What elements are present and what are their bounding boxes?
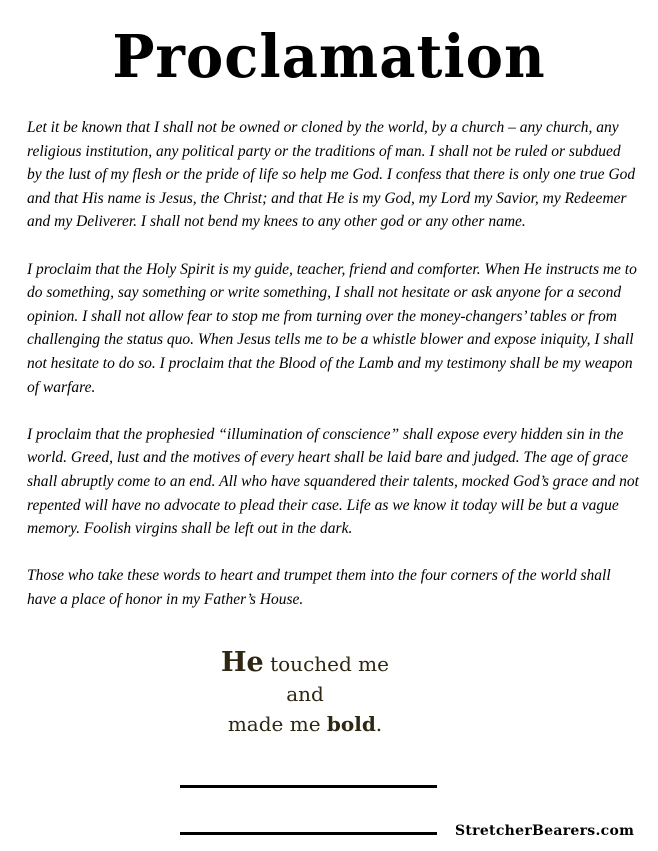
date-line xyxy=(180,832,437,835)
closing-line-3 xyxy=(0,709,610,739)
page-title: Proclamation xyxy=(112,22,546,92)
signature-line xyxy=(180,785,437,788)
closing-bold-word: bold xyxy=(326,712,376,736)
closing-period: . xyxy=(375,712,383,736)
closing-line-1 xyxy=(0,648,610,679)
closing-he: He xyxy=(221,647,264,678)
paragraph: I proclaim that the prophesied “illumination of conscience” shall expose every hidden sin in the world. Greed, lust and the motives of every heart shall be laid bare and judged. The age of grace shall abruptly come to an end. All who have squandered their talents, mocked God’s grace and not repented will have no advocate to plead their case. Life as we know it today will be but a vague memory. Foolish virgins shall be left out in the dark. xyxy=(27,425,639,538)
paragraph: Let it be known that I shall not be owned or cloned by the world, by a church – any church, any religious institution, any political party or the traditions of man. I shall not be ruled or subdued by the lust of my flesh or the pride of life so help me God. I confess that there is only one true God and that His name is Jesus, the Christ; and that He is my God, my Lord my Savior, my Redeemer and my Deliverer. I shall not bend my knees to any other god or any other name. xyxy=(27,119,636,231)
closing-statement xyxy=(0,648,610,739)
paragraph: Those who take these words to heart and trumpet them into the four corners of the world shall have a place of honor in my Father’s House. xyxy=(27,567,611,608)
closing-line-2: and xyxy=(286,682,324,706)
footer-website: StretcherBearers.com xyxy=(455,823,635,839)
proclamation-body xyxy=(27,116,639,635)
closing-made-me: made me xyxy=(227,712,327,736)
closing-touched-me: touched me xyxy=(263,652,389,676)
paragraph: I proclaim that the Holy Spirit is my guide, teacher, friend and comforter. When He instructs me to do something, say something or write something, I shall not hesitate or ask anyone for a second opinion. I shall not allow fear to stop me from turning over the money-changers’ tables or from challenging the status quo. When Jesus tells me to be a whistle blower and expose iniquity, I shall not hesitate to do so. I proclaim that the Blood of the Lamb and my testimony shall be my weapon of warfare. xyxy=(27,260,637,396)
